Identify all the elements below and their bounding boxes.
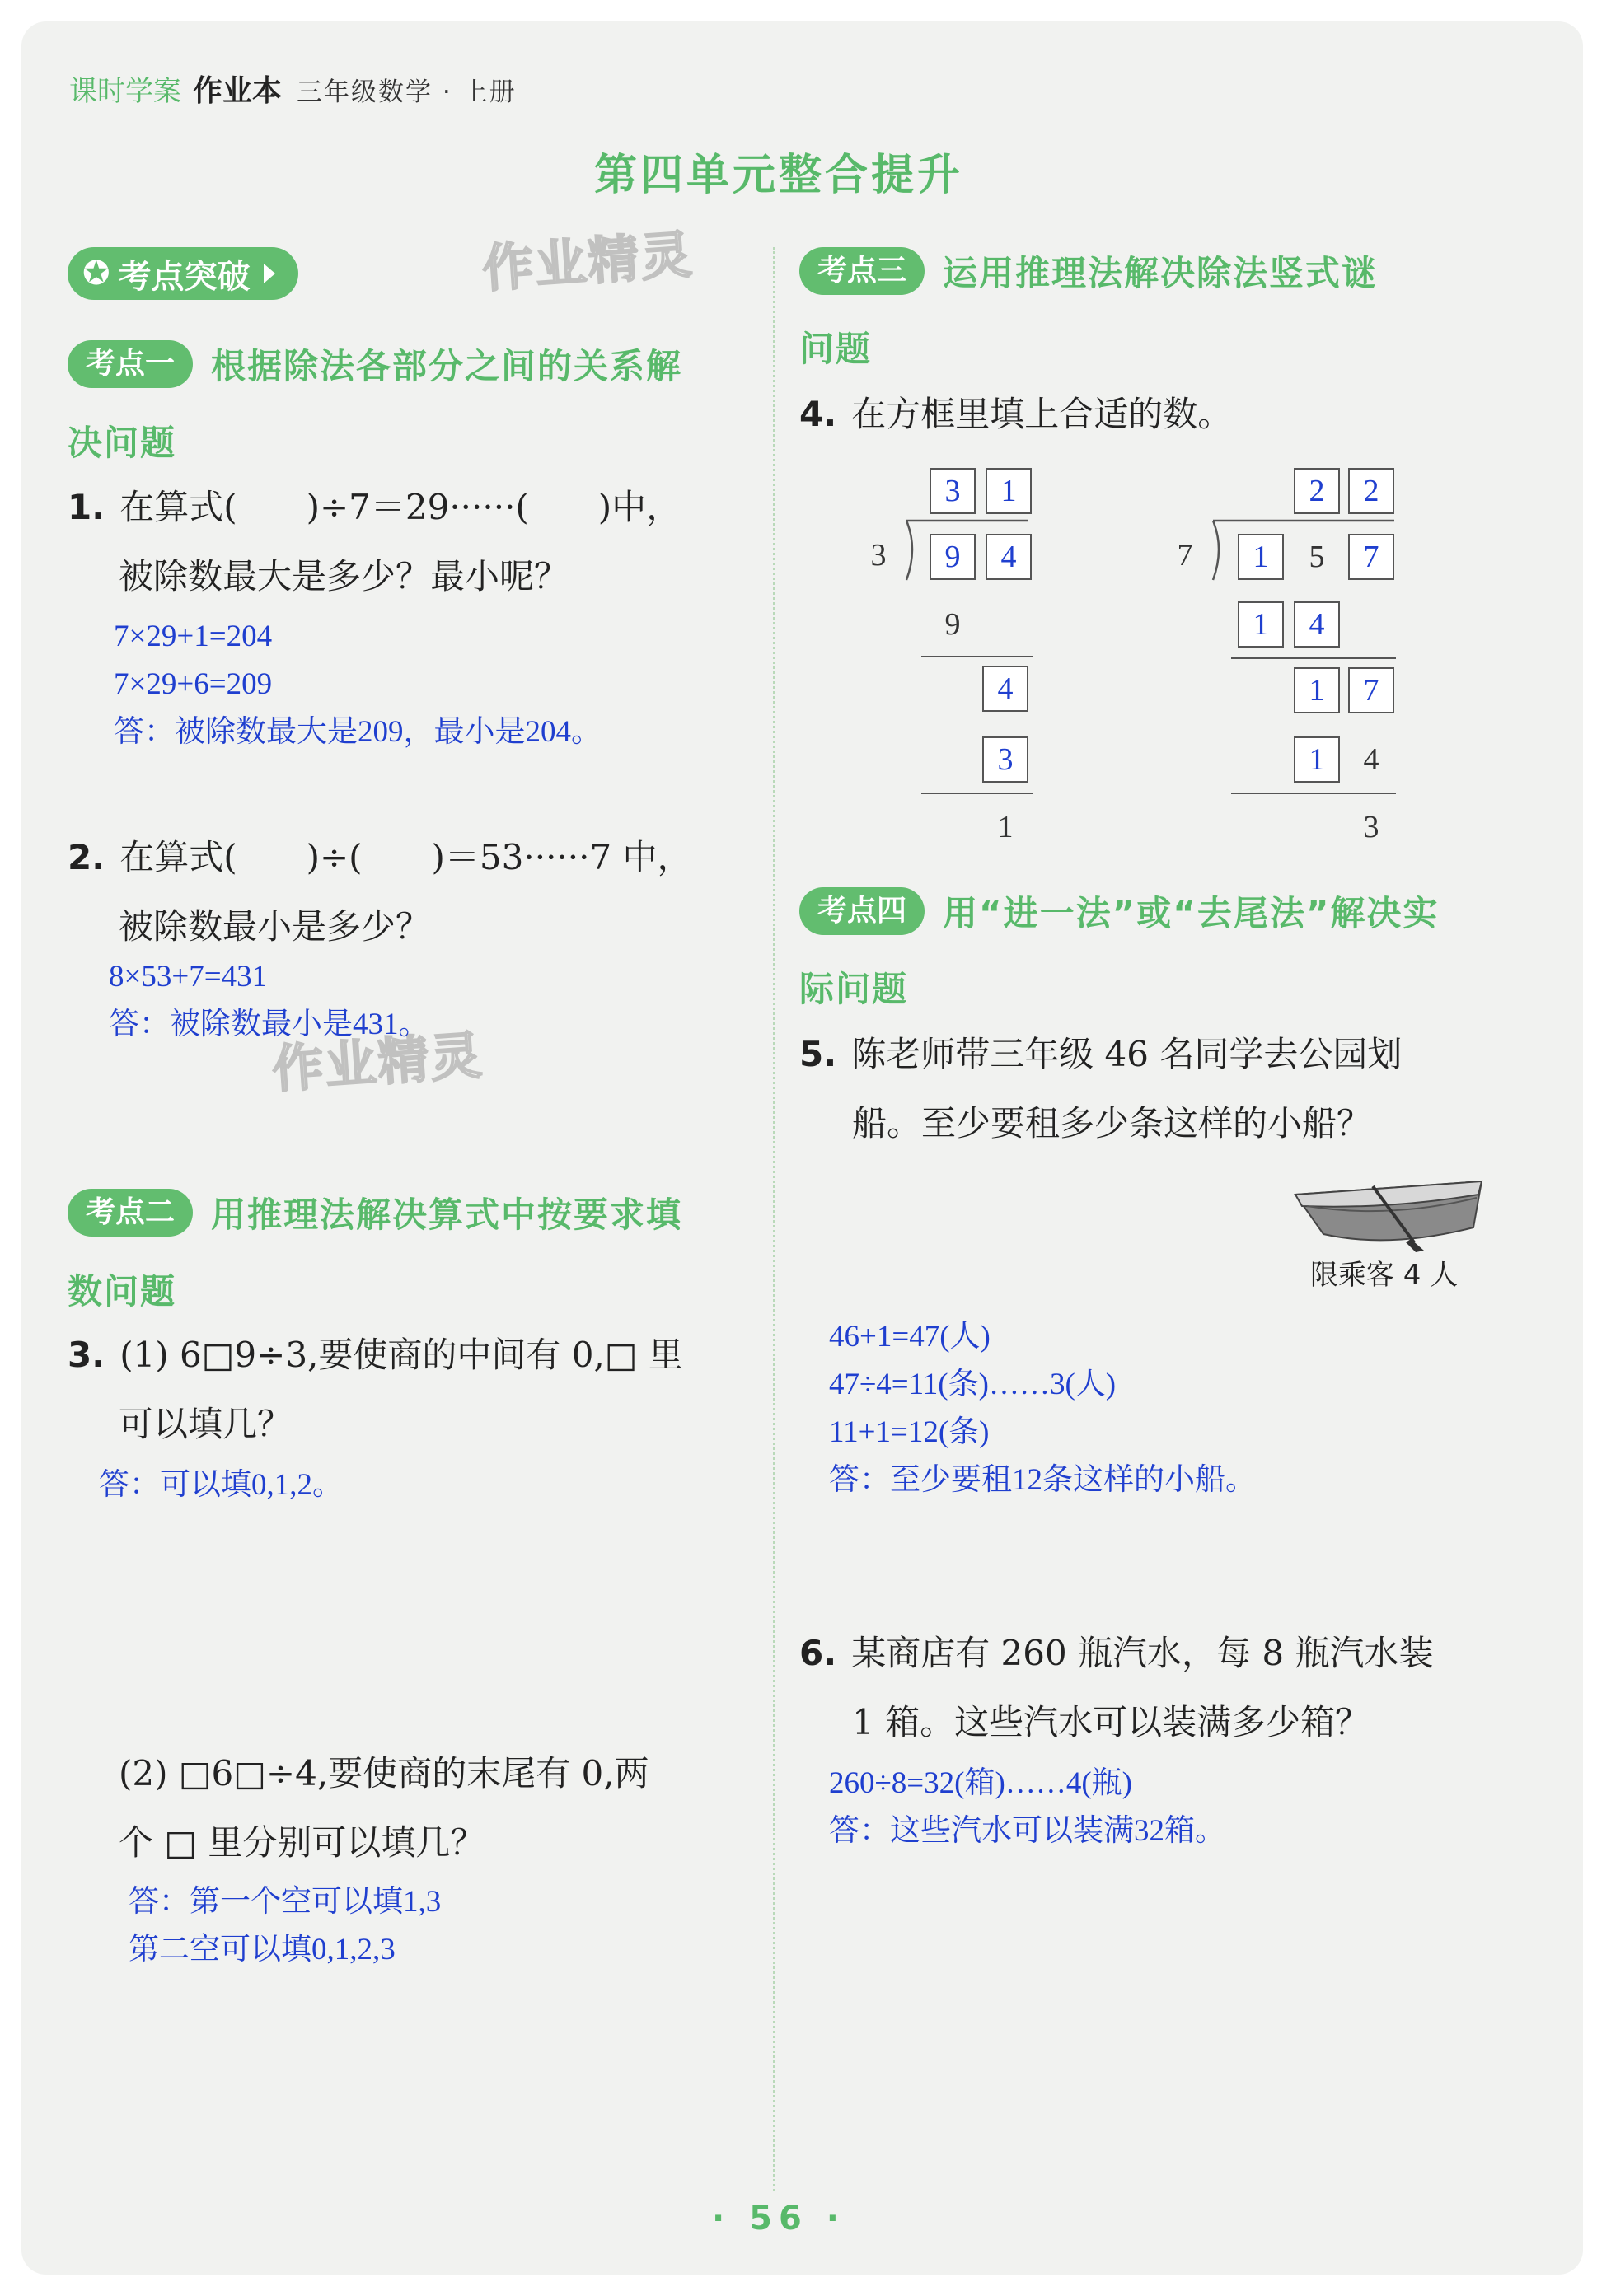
question-number: 6. [799,1633,837,1673]
question-text: 在算式( )÷7＝29······( )中， [119,487,681,527]
remainder-digit: 4 [982,666,1028,712]
key-point-title-cont: 数问题 [68,1271,177,1312]
question-number: 4. [799,394,837,434]
boat-caption: 限乘客 4 人 [1310,1259,1459,1292]
dividend-digit: 9 [930,534,976,580]
key-point-badge: 考点一 [68,340,193,388]
answer-line: 答：被除数最大是209，最小是204。 [114,715,602,749]
dividend-digit: 7 [1348,534,1394,580]
quotient-digit: 2 [1348,468,1394,514]
quotient-digit: 3 [930,468,976,514]
question-text: 在方框里填上合适的数。 [851,394,1233,434]
answer-line: 8×53+7=431 [109,960,268,994]
key-point-title: 根据除法各部分之间的关系解 [211,346,683,386]
question-text: 船。至少要租多少条这样的小船？ [852,1103,1372,1143]
question-6 [799,1618,1433,1689]
answer-line: 46+1=47(人) [829,1320,991,1354]
question-text: 在算式( )÷( )＝53······7 中， [119,837,692,877]
quotient-digit: 2 [1294,468,1340,514]
answer-line: 答：第一个空可以填1,3 [129,1885,442,1919]
answer-line: 答：至少要租12条这样的小船。 [829,1463,1256,1497]
question-text: 陈老师带三年级 46 名同学去公园划 [851,1034,1403,1074]
key-point-title: 运用推理法解决除法竖式谜 [943,253,1379,293]
remainder-digit: 7 [1348,667,1394,713]
subtract-digit: 1 [1238,601,1284,648]
question-2 [68,822,692,893]
book-name: 作业本 [193,74,283,108]
answer-line: 答：这些汽水可以装满32箱。 [829,1814,1225,1848]
subtract-digit: 4 [1363,742,1379,777]
divisor: 3 [870,538,887,573]
question-number: 2. [68,837,105,877]
question-text: 1 箱。这些汽水可以装满多少箱？ [852,1702,1370,1742]
key-point-4 [799,886,1439,936]
section-badge-label: 考点突破 [118,257,251,296]
answer-line: 7×29+1=204 [114,620,273,653]
division-line [1231,793,1396,794]
question-text: (2) □6□÷4,要使商的末尾有 0,两 [119,1753,649,1793]
watermark: 作业精灵 [480,224,695,299]
dividend-digit: 4 [986,534,1032,580]
subtract-digit: 4 [1294,601,1340,648]
question-number: 5. [799,1034,837,1074]
question-text: 被除数最大是多少？最小呢？ [119,556,569,596]
brand-name: 课时学案 [69,75,181,108]
division-line [1231,657,1396,659]
key-point-1 [68,339,682,389]
key-point-badge: 考点三 [799,247,925,295]
answer-line: 答：被除数最小是431。 [109,1008,429,1041]
unit-title: 第四单元整合提升 [593,151,963,200]
subject-label: 三年级数学 · 上册 [297,77,517,107]
question-number: 3. [68,1335,105,1375]
book-header [69,68,517,110]
subtract-digit: 3 [982,736,1028,783]
question-text: 某商店有 260 瓶汽水，每 8 瓶汽水装 [851,1633,1434,1673]
section-badge [68,247,298,300]
column-divider [773,247,775,2191]
division-line [921,656,1033,657]
final-remainder: 1 [997,810,1014,844]
key-point-title: 用“进一法”或“去尾法”解决实 [943,893,1440,933]
question-4 [799,379,1232,450]
rowboat-icon [1290,1170,1488,1252]
triangle-icon [264,264,275,283]
question-text: (1) 6□9÷3,要使商的中间有 0,□ 里 [119,1335,683,1375]
key-point-title: 用推理法解决算式中按要求填 [211,1195,683,1235]
question-text: 可以填几？ [119,1404,293,1444]
watermark: 作业精灵 [270,1025,485,1100]
subtract-digit: 1 [1294,736,1340,783]
question-3 [68,1320,683,1391]
dividend-digit: 1 [1238,534,1284,580]
answer-line: 第二空可以填0,1,2,3 [129,1933,396,1966]
answer-line: 答：可以填0,1,2。 [99,1468,343,1502]
question-number: 1. [68,487,105,527]
question-5 [799,1019,1402,1090]
divisor: 7 [1177,538,1193,573]
key-point-badge: 考点四 [799,887,925,935]
answer-line: 260÷8=32(箱)……4(瓶) [829,1766,1132,1800]
answer-line: 11+1=12(条) [829,1415,990,1449]
answer-line: 47÷4=11(条)……3(人) [829,1368,1117,1401]
key-point-3 [799,246,1378,296]
key-point-badge: 考点二 [68,1189,193,1237]
key-point-2 [68,1188,682,1237]
subtract-digit: 9 [944,607,961,642]
page-number: · 56 · [712,2200,845,2238]
question-1 [68,472,681,543]
key-point-title-cont: 决问题 [68,423,177,463]
quotient-digit: 1 [986,468,1032,514]
star-icon: ✪ [82,255,110,292]
dividend-digit: 5 [1309,540,1325,574]
key-point-title-cont: 际问题 [799,969,909,1009]
question-text: 个 □ 里分别可以填几？ [119,1822,485,1863]
division-line [921,793,1033,794]
final-remainder: 3 [1363,810,1379,844]
remainder-digit: 1 [1294,667,1340,713]
key-point-title-cont: 问题 [799,329,873,369]
answer-line: 7×29+6=209 [114,667,273,701]
question-text: 被除数最小是多少？ [119,906,431,947]
